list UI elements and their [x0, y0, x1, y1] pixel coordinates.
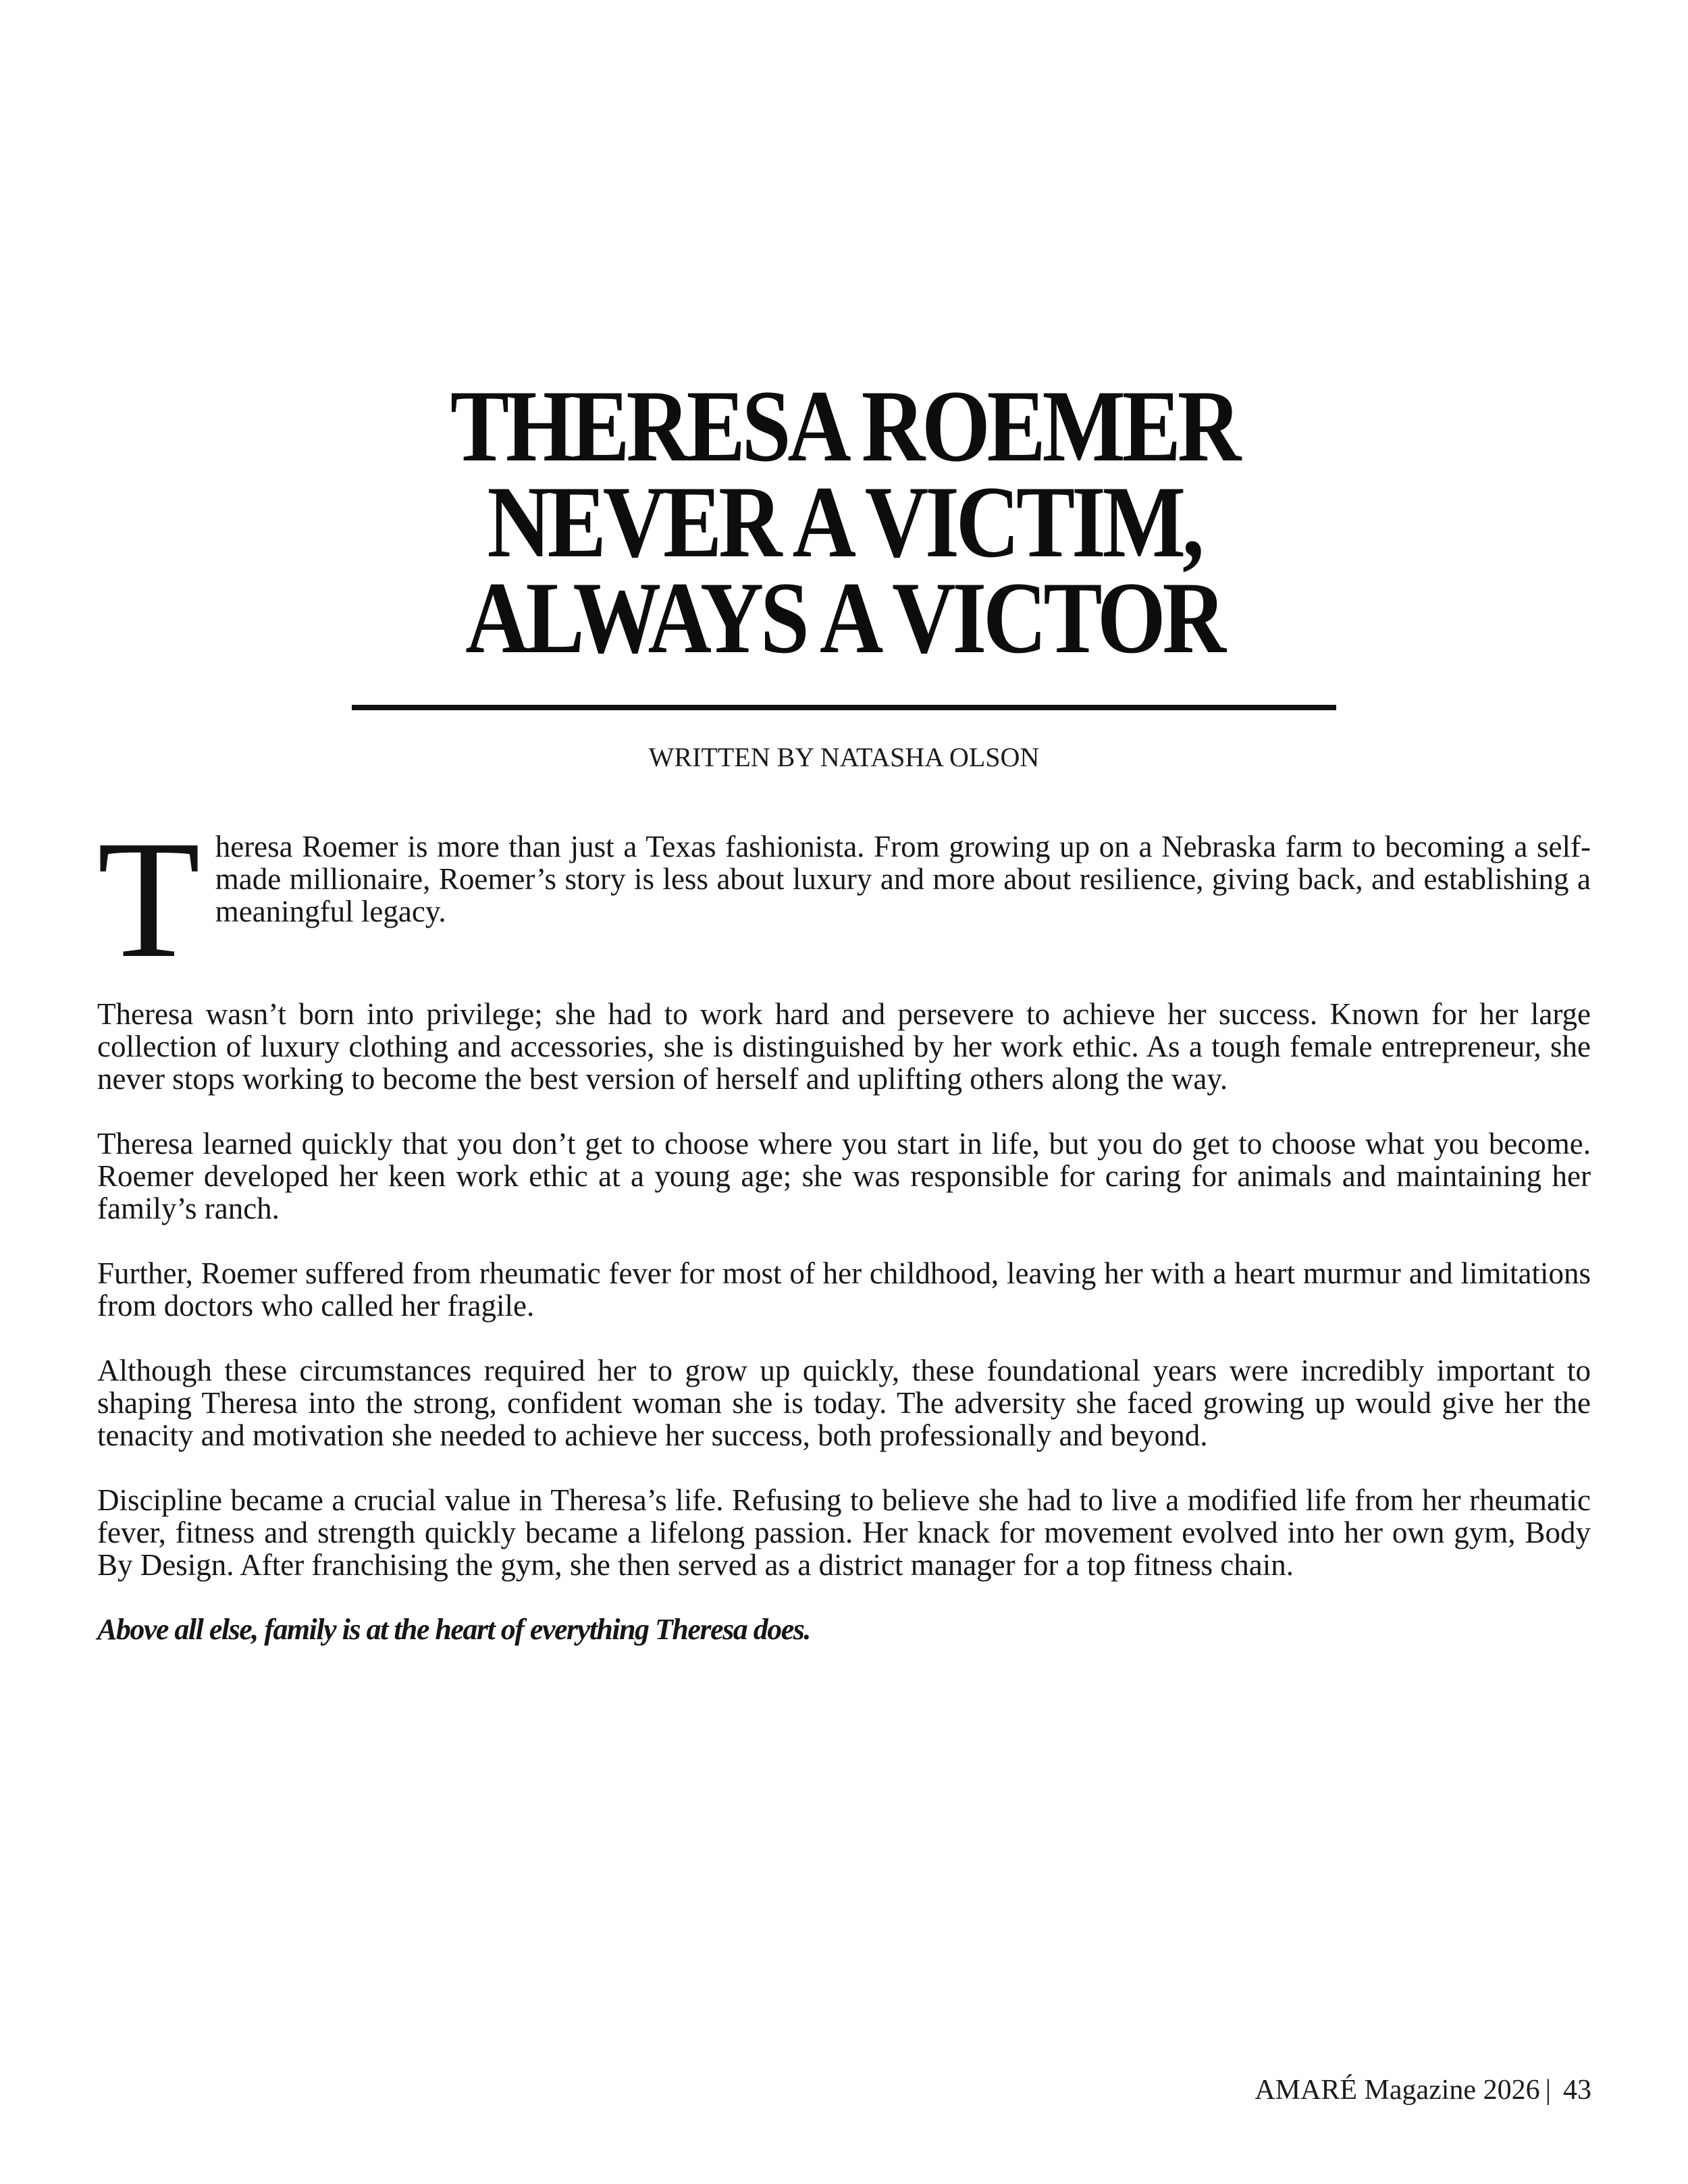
paragraph-2: Theresa wasn’t born into privilege; she had to work hard and persevere to achieve her success. Known for her large collection of luxury clothing and accessories, she is distinguished by her work ethic. As a tough female entrepreneur, she never stops working to become the best version of herself and uplifting others along the way.	[97, 997, 1591, 1096]
article-body	[97, 806, 1591, 1678]
paragraph-5: Although these circumstances required her to grow up quickly, these foundational years were incredibly important to shaping Theresa into the strong, confident woman she is today. The adversity she faced growing up would give her the tenacity and motivation she needed to achieve her success, both professionally and beyond.	[97, 1354, 1591, 1452]
pull-quote: Above all else, family is at the heart of everything Theresa does.	[97, 1613, 810, 1646]
paragraph-1	[97, 806, 1591, 993]
headline-line-1: THERESA ROEMER	[450, 369, 1238, 483]
page-footer	[1255, 2074, 1591, 2106]
headline-line-3: ALWAYS A VICTOR	[465, 561, 1223, 674]
headline-divider	[352, 705, 1336, 710]
paragraph-4: Further, Roemer suffered from rheumatic fever for most of her childhood, leaving her with a heart murmur and limitations from doctors who called her fragile.	[97, 1256, 1591, 1323]
drop-cap: T	[97, 806, 201, 993]
article-headline	[118, 369, 1570, 674]
publication-name: AMARÉ Magazine 2026	[1255, 2075, 1540, 2106]
byline: WRITTEN BY NATASHA OLSON	[648, 742, 1040, 772]
paragraph-1-text: heresa Roemer is more than just a Texas fashionista. From growing up on a Nebraska farm to becoming a self-made millionaire, Roemer’s story is less about luxury and more about resilience, giving back, and establishing a meaningful legacy.	[215, 830, 1591, 928]
headline-line-2: NEVER A VICTIM,	[487, 465, 1201, 579]
footer-separator: |	[1545, 2075, 1551, 2106]
page-number: 43	[1563, 2075, 1591, 2106]
paragraph-3: Theresa learned quickly that you don’t get to choose where you start in life, but you do get to choose what you become. Roemer developed her keen work ethic at a young age; she was responsible for caring for animals and maintaining her family’s ranch.	[97, 1127, 1591, 1225]
paragraph-6: Discipline became a crucial value in Theresa’s life. Refusing to believe she had to live a modified life from her rheumatic fever, fitness and strength quickly became a lifelong passion. Her knack for movement evolved into her own gym, Body By Design. After franchising the gym, she then served as a district manager for a top fitness chain.	[97, 1483, 1591, 1582]
